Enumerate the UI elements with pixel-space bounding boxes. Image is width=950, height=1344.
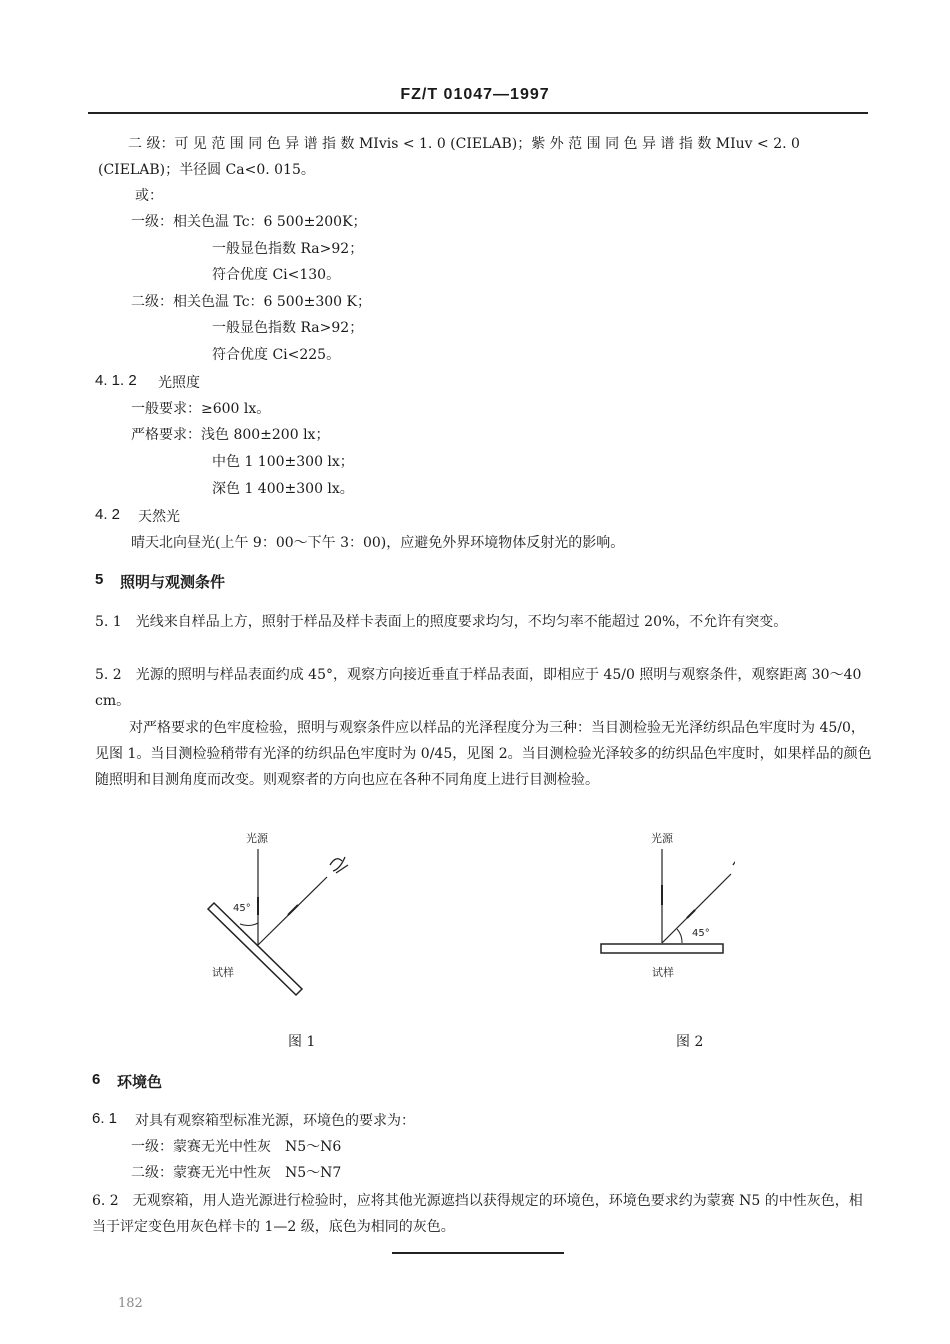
text-line-7: 二级：相关色温 Tc：6 500±300 K；	[131, 294, 371, 310]
figure-1-view-arrow	[288, 905, 298, 915]
text-line-9: 符合优度 Ci<225。	[212, 347, 341, 363]
text-line-4: 一级：相关色温 Tc：6 500±200K；	[131, 214, 367, 230]
figure-1-angle-label: 45°	[233, 903, 251, 914]
header-rule	[88, 112, 868, 114]
figure-2-caption: 图 2	[676, 1034, 704, 1050]
text-line-2: (CIELAB)；半径圆 Ca<0. 015。	[98, 162, 315, 178]
figure-2-angle-label: 45°	[692, 928, 710, 939]
paragraph-5-2: 5. 2 光源的照明与样品表面约成 45°，观察方向接近垂直于样品表面，即相应于 45/0 照明与观察条件，观察距离 30～40 cm。	[95, 667, 862, 709]
figure-2-eye-icon	[733, 857, 735, 873]
figure-2-sample-plate	[601, 944, 723, 953]
text-line-8: 一般显色指数 Ra>92；	[212, 320, 364, 336]
text-line-10: 一般要求：≥600 lx。	[131, 401, 271, 417]
section-4-1-2-title: 光照度	[158, 375, 200, 391]
figure-1-sample-label: 试样	[212, 966, 234, 979]
figure-1-eye-icon	[330, 857, 348, 873]
text-line-13: 深色 1 400±300 lx。	[212, 481, 354, 497]
section-6-title: 环境色	[117, 1074, 163, 1091]
paragraph-5-1: 5. 1 光线来自样品上方，照射于样品及样卡表面上的照度要求均匀，不均匀率不能超过 20%，不允许有突变。	[95, 614, 788, 630]
figure-2	[595, 825, 735, 990]
footer-rule	[392, 1252, 564, 1254]
figure-1-light-label: 光源	[246, 832, 268, 845]
figure-2-light-label: 光源	[651, 832, 673, 845]
text-line-5: 一般显色指数 Ra>92；	[212, 241, 364, 257]
document-number: FZ/T 01047—1997	[400, 86, 550, 103]
section-4-1-2-number: 4. 1. 2	[95, 372, 137, 389]
section-6-number: 6	[92, 1071, 101, 1088]
paragraph-5-2-detail: 对严格要求的色牢度检验，照明与观察条件应以样品的光泽程度分为三种：当目测检验无光泽纺织品色牢度时为 45/0，见图 1。当目测检验稍带有光泽的纺织品色牢度时为 0/45，见图 2。当目测检验光泽较多的纺织品色牢度时，如果样品的颜色随照明和目测角度而改变。则观察者的方向也应在各种不同角度上进行目测检验。	[95, 720, 872, 788]
text-line-1: 二 级：可 见 范 围 同 色 异 谱 指 数 MIvis < 1. 0 (CIELAB)；紫 外 范 围 同 色 异 谱 指 数 MIuv < 2. 0	[128, 136, 800, 152]
paragraph-6-2: 6. 2 无观察箱，用人造光源进行检验时，应将其他光源遮挡以获得规定的环境色，环境色要求约为蒙赛 N5 的中性灰色，相当于评定变色用灰色样卡的 1—2 级，底色为相同的灰色。	[92, 1193, 863, 1235]
text-line-11: 严格要求：浅色 800±200 lx；	[131, 427, 330, 443]
figure-1-angle-arc	[240, 923, 258, 925]
figure-1-caption: 图 1	[288, 1034, 316, 1050]
section-4-2-title: 天然光	[138, 509, 180, 525]
figure-2-ray-arrow	[687, 910, 695, 918]
section-4-2-number: 4. 2	[95, 506, 121, 523]
text-line-6: 符合优度 Ci<130。	[212, 267, 341, 283]
figure-1-sample-plate	[208, 903, 302, 995]
paragraph-6-1: 对具有观察箱型标准光源，环境色的要求为：	[135, 1113, 415, 1129]
paragraph-6-1-number: 6. 1	[92, 1110, 118, 1127]
figure-2-sample-label: 试样	[652, 966, 674, 979]
figure-1	[190, 825, 380, 1010]
text-line-16: 二级：蒙赛无光中性灰 N5～N7	[131, 1165, 342, 1181]
page-number: 182	[118, 1296, 143, 1311]
text-line-14: 晴天北向昼光(上午 9：00～下午 3：00)，应避免外界环境物体反射光的影响。	[131, 535, 625, 551]
text-line-15: 一级：蒙赛无光中性灰 N5～N6	[131, 1139, 342, 1155]
figure-2-angle-arc	[677, 929, 682, 943]
text-line-12: 中色 1 100±300 lx；	[212, 454, 354, 470]
text-line-3: 或：	[135, 188, 163, 204]
section-5-title: 照明与观测条件	[120, 574, 226, 591]
section-5-number: 5	[95, 571, 104, 588]
